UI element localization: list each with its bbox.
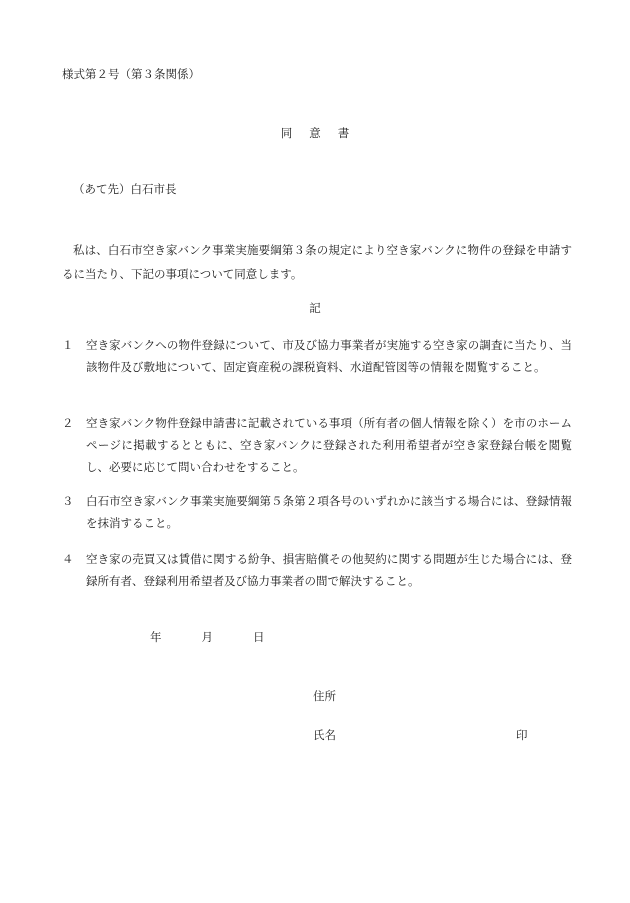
ki-heading: 記	[309, 301, 321, 315]
item-text: 空き家バンクへの物件登録について、市及び協力事業者が実施する空き家の調査に当たり、当該物件及び敷地について、固定資産税の課税資料、水道配管図等の情報を閲覧すること。	[86, 338, 572, 374]
address-label: 住所	[313, 689, 336, 703]
item-text: 空き家の売買又は賃借に関する紛争、損害賠償その他契約に関する問題が生じた場合には、登録所有者、登録利用希望者及び協力事業者の間で解決すること。	[86, 552, 572, 588]
list-item	[62, 490, 572, 534]
list-item	[62, 334, 572, 378]
item-number: １	[62, 338, 74, 352]
document-title: 同意書	[280, 126, 367, 140]
date-year-label: 年	[150, 630, 162, 644]
form-number: 様式第２号（第３条関係）	[62, 67, 200, 81]
item-number: ４	[62, 552, 74, 566]
list-item	[62, 548, 572, 592]
date-month-label: 月	[201, 630, 213, 644]
item-text: 空き家バンク物件登録申請書に記載されている事項（所有者の個人情報を除く）を市のホームページに掲載するとともに、空き家バンクに登録された利用希望者が空き家登録台帳を閲覧し、必要に応じて問い合わせをすること。	[86, 416, 572, 474]
item-text: 白石市空き家バンク事業実施要綱第５条第２項各号のいずれかに該当する場合には、登録情報を抹消すること。	[86, 494, 572, 530]
name-label: 氏名	[313, 728, 336, 742]
intro-paragraph: 私は、白石市空き家バンク事業実施要綱第３条の規定により空き家バンクに物件の登録を申請するに当たり、下記の事項について同意します。	[62, 243, 572, 281]
item-number: ２	[62, 416, 74, 430]
item-number: ３	[62, 494, 74, 508]
date-line	[150, 629, 265, 645]
addressee: （あて先）白石市長	[73, 182, 177, 196]
list-item	[62, 412, 572, 478]
date-day-label: 日	[253, 630, 265, 644]
seal-label: 印	[516, 728, 528, 742]
